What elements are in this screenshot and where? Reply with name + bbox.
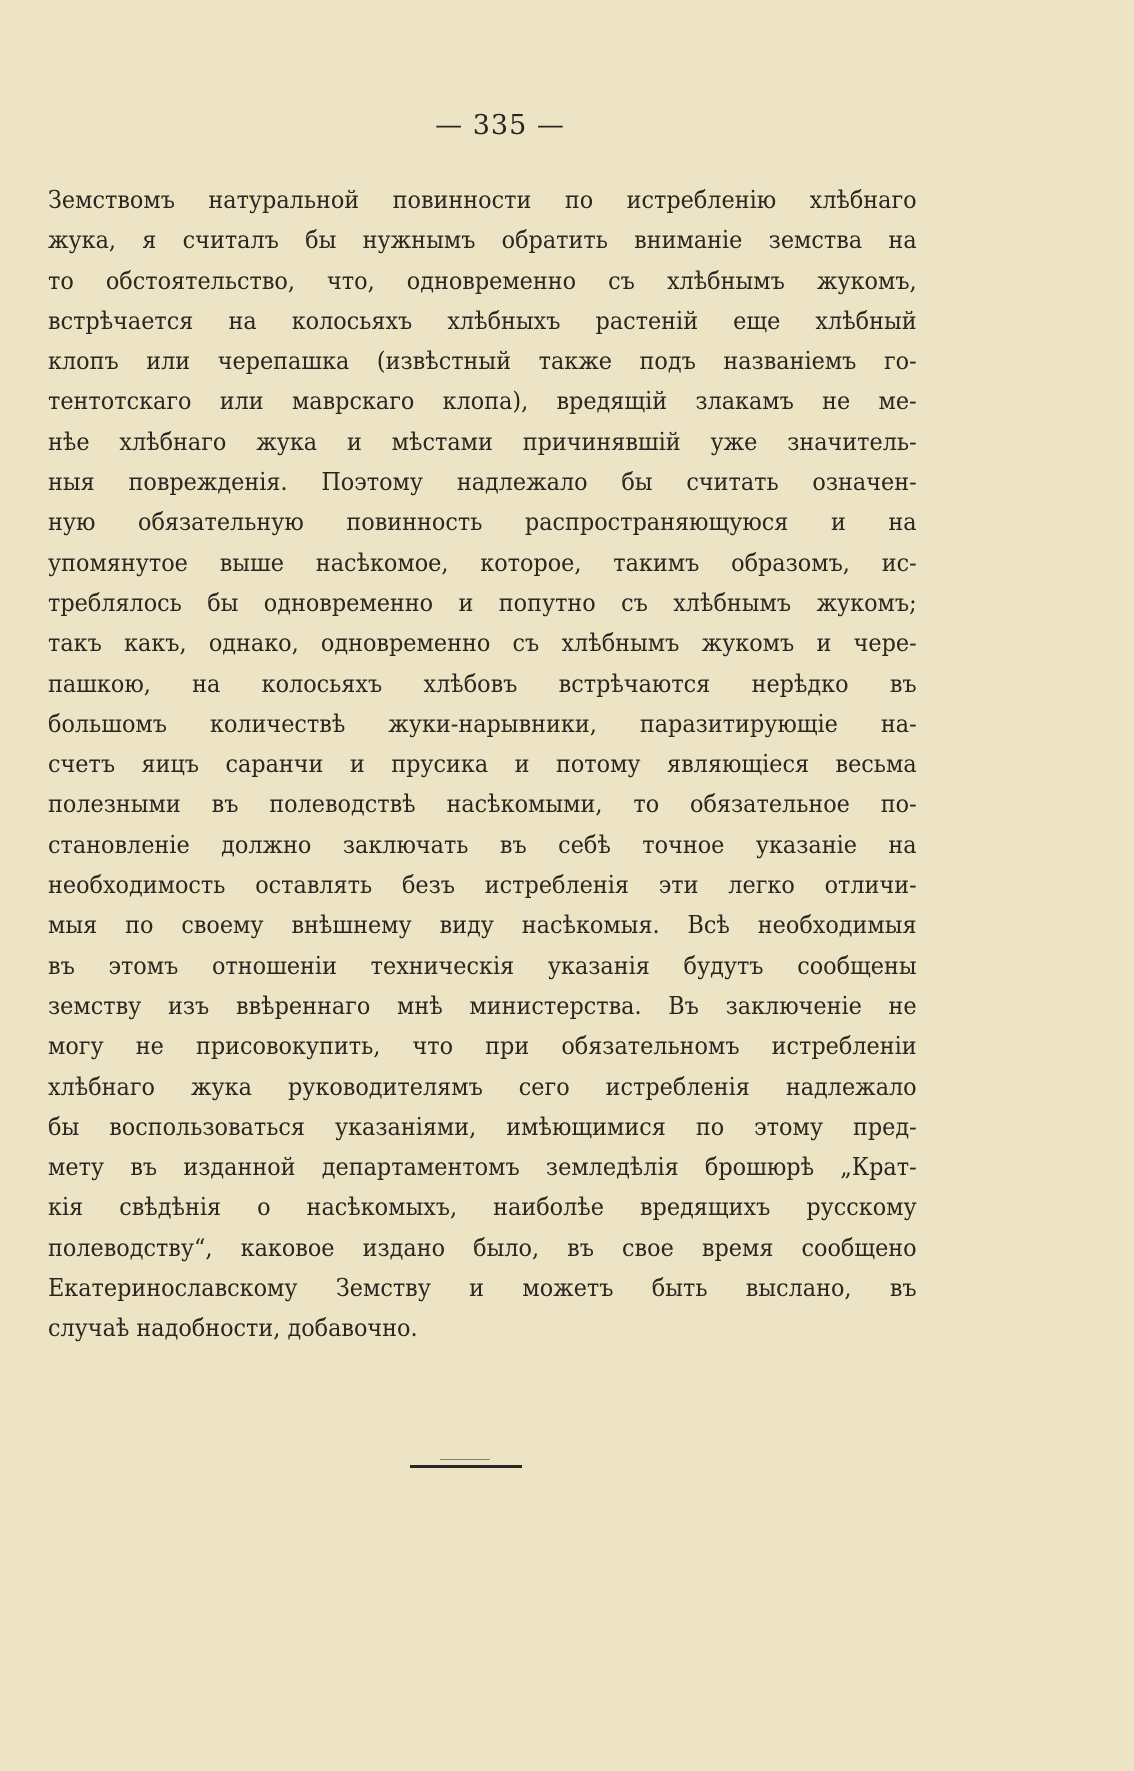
text-line: пашкою, на колосьяхъ хлѣбовъ встрѣчаются нерѣдко въ [48,669,917,698]
text-line: въ этомъ отношеніи техническія указанія будутъ сообщены [48,951,917,980]
text-line: Екатеринославскому Земству и можетъ быть выслано, въ [48,1274,917,1303]
page-number: — 335 — [435,110,565,141]
text-line: полезными въ полеводствѣ насѣкомыми, то обязательное по- [48,790,917,819]
text-line: полеводству“, каковое издано было, въ свое время сообщено [48,1233,917,1262]
body-text [48,180,916,1349]
section-divider-faint [440,1459,490,1460]
section-divider [410,1465,522,1468]
text-line: мыя по своему внѣшнему виду насѣкомыя. Всѣ необходимыя [48,911,917,940]
text-line: то обстоятельство, что, одновременно съ хлѣбнымъ жукомъ, [48,266,917,295]
text-line: хлѣбнаго жука руководителямъ сего истребленія надлежало [48,1072,917,1101]
text-line: кія свѣдѣнія о насѣкомыхъ, наиболѣе вредящихъ русскому [48,1193,917,1222]
text-line: Земствомъ натуральной повинности по истребленію хлѣбнаго [48,186,917,214]
text-line: мету въ изданной департаментомъ земледѣлія брошюрѣ „Крат- [48,1153,917,1182]
text-line: случаѣ надобности, добавочно. [48,1314,418,1343]
text-line: такъ какъ, однако, одновременно съ хлѣбнымъ жукомъ и чере- [48,629,917,658]
text-line: нѣе хлѣбнаго жука и мѣстами причинявшій уже значитель- [48,427,917,456]
text-line: могу не присовокупить, что при обязательномъ истребленіи [48,1032,917,1061]
text-line: тентотскаго или маврскаго клопа), вредящій злакамъ не ме- [48,387,917,416]
text-line: земству изъ ввѣреннаго мнѣ министерства. Въ заключеніе не [48,991,917,1020]
text-line: счетъ яицъ саранчи и прусика и потому являющіеся весьма [48,750,917,779]
text-line: ныя поврежденія. Поэтому надлежало бы считать означен- [48,468,917,497]
text-line: ную обязательную повинность распространяющуюся и на [48,508,917,537]
text-line: клопъ или черепашка (извѣстный также подъ названіемъ го- [48,347,917,376]
text-line: встрѣчается на колосьяхъ хлѣбныхъ растеній еще хлѣбный [48,306,917,335]
text-line: большомъ количествѣ жуки-нарывники, паразитирующіе на- [48,709,917,738]
text-line: жука, я считалъ бы нужнымъ обратить вниманіе земства на [48,226,917,255]
text-line: упомянутое выше насѣкомое, которое, такимъ образомъ, ис- [48,548,917,577]
text-line: необходимость оставлять безъ истребленія эти легко отличи- [48,871,917,900]
text-line: треблялось бы одновременно и попутно съ хлѣбнымъ жукомъ; [48,588,917,617]
text-line: бы воспользоваться указаніями, имѣющимися по этому пред- [48,1112,917,1141]
text-line: становленіе должно заключать въ себѣ точное указаніе на [48,830,917,859]
